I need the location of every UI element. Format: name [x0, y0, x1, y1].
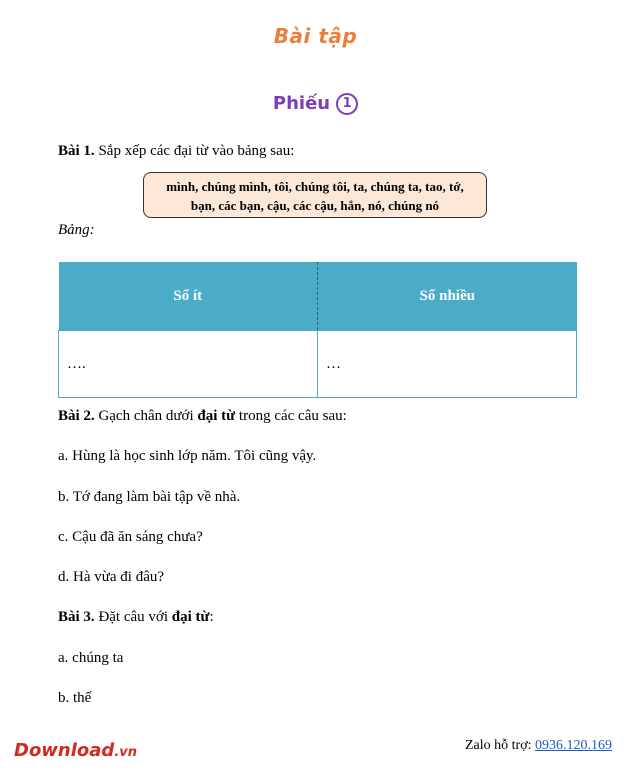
exercise-3-text-after: : [209, 609, 214, 625]
exercise-3-keyword: đại từ [171, 609, 210, 625]
support-label: Zalo hỗ trợ: [465, 738, 535, 753]
logo-main-text: Download [14, 740, 115, 761]
sheet-label: Phiếu [272, 93, 331, 114]
column-header-singular: Số ít [59, 262, 318, 331]
word-list-box [143, 172, 487, 218]
exercise-2-item-c: c. Cậu đã ăn sáng chưa? [58, 529, 203, 545]
exercise-1-text: Sắp xếp các đại từ vào bảng sau: [94, 143, 295, 159]
page-title: Bài tập [273, 24, 358, 48]
exercise-3-text-before: Đặt câu với [94, 609, 172, 625]
exercise-1-heading [58, 143, 294, 160]
sheet-heading [0, 93, 631, 115]
exercise-2-heading [58, 408, 347, 425]
exercise-2-item-d: d. Hà vừa đi đâu? [58, 569, 165, 585]
table-caption: Bảng: [58, 222, 95, 238]
column-header-plural: Số nhiều [318, 262, 577, 331]
exercise-2-item-a: a. Hùng là học sinh lớp năm. Tôi cũng vậy. [58, 448, 317, 464]
exercise-2-text-before: Gạch chân dưới [94, 408, 198, 424]
download-vn-logo[interactable] [14, 740, 137, 761]
exercise-2-text-after: trong các câu sau: [235, 408, 347, 424]
word-list-line-2: bạn, các bạn, cậu, các cậu, hắn, nó, chúng nó [190, 198, 440, 213]
table-header-row [59, 262, 577, 331]
exercise-1-label: Bài 1. [58, 143, 95, 159]
logo-suffix-text: .vn [114, 745, 137, 760]
exercise-3-item-b: b. thế [58, 690, 92, 706]
support-contact [465, 738, 612, 754]
cell-singular: …. [59, 331, 318, 398]
table-row [59, 331, 577, 398]
exercise-3-heading [58, 609, 214, 626]
word-list-line-1: mình, chúng mình, tôi, chúng tôi, ta, chúng ta, tao, tớ, [166, 179, 464, 194]
exercise-2-label: Bài 2. [58, 408, 95, 424]
support-phone-link[interactable]: 0936.120.169 [535, 738, 612, 753]
exercise-3-label: Bài 3. [58, 609, 95, 625]
exercise-2-item-b: b. Tớ đang làm bài tập về nhà. [58, 489, 241, 505]
cell-plural: … [318, 331, 577, 398]
exercise-3-item-a: a. chúng ta [58, 650, 124, 666]
sheet-number-badge: 1 [336, 93, 358, 115]
pronoun-table [58, 262, 577, 398]
exercise-2-keyword: đại từ [197, 408, 236, 424]
